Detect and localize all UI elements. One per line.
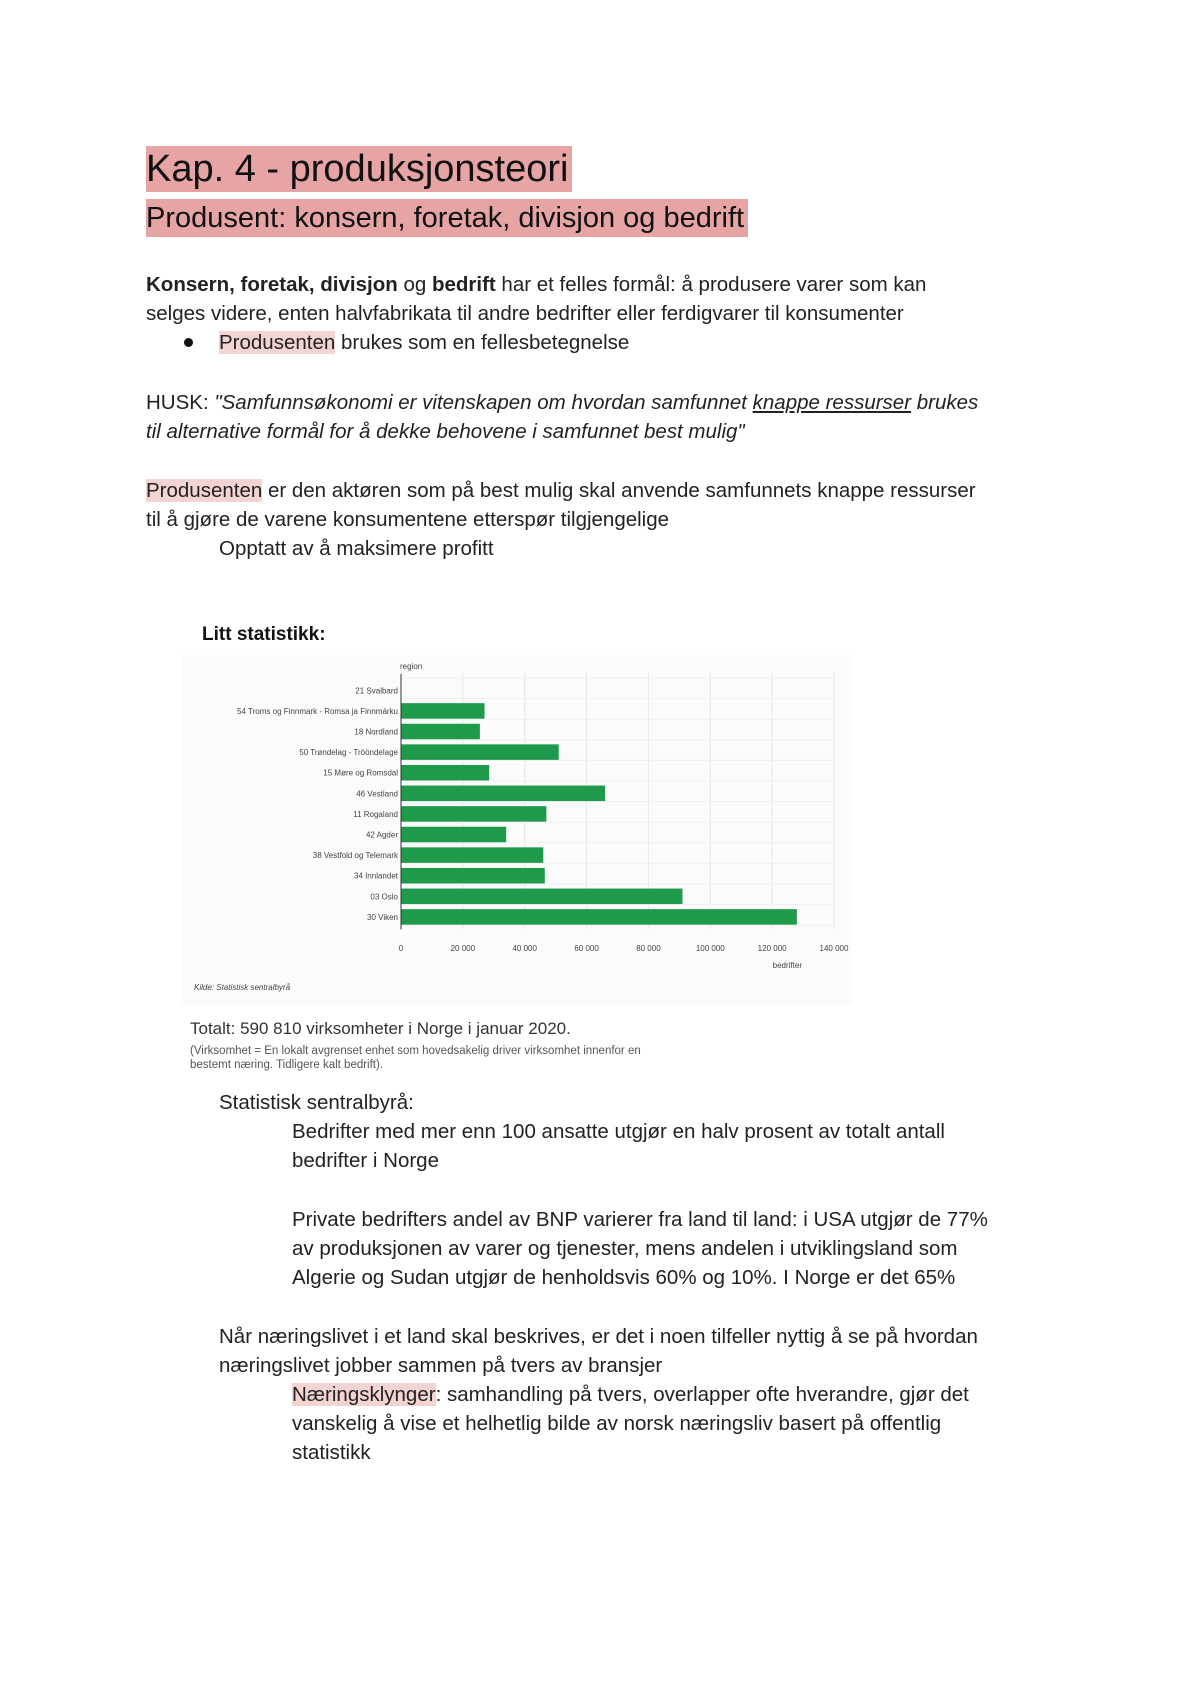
chart-category-label: 03 Oslo — [370, 892, 398, 902]
chart-bar — [401, 786, 605, 802]
chart-x-tick-label: 20 000 — [450, 944, 476, 954]
husk-quote-underline: knappe ressurser — [752, 391, 912, 414]
intro-text-1: og — [397, 273, 432, 296]
highlight-produsenten-2: Produsenten — [146, 479, 263, 502]
husk-line-2 — [146, 417, 745, 446]
intro-bold-1: Konsern, foretak, divisjon — [146, 273, 398, 296]
chart-bar — [401, 909, 797, 925]
bullet-text: brukes som en fellesbetegnelse — [335, 331, 630, 354]
chart-bar — [401, 827, 506, 843]
chart-bar — [401, 744, 559, 760]
husk-quote-b: brukes — [911, 391, 979, 414]
chart-bar — [401, 889, 682, 905]
note-line-2: bestemt næring. Tidligere kalt bedrift). — [190, 1059, 384, 1071]
chart-x-tick-label: 140 000 — [819, 944, 849, 954]
bullet-item — [219, 328, 629, 357]
section-heading: Produsent: konsern, foretak, divisjon og bedrift — [146, 199, 748, 237]
chart-source: Kilde: Statistisk sentralbyrå — [194, 983, 291, 992]
produsenten-text: er den aktøren som på best mulig skal anvende samfunnets knappe ressurser — [262, 479, 976, 502]
naering-line-4: vanskelig å vise et helhetlig bilde av norsk næringsliv basert på offentlig — [292, 1412, 942, 1435]
chart-x-tick-label: 60 000 — [574, 944, 599, 954]
chart-category-label: 30 Viken — [367, 912, 398, 922]
chart-x-tick-label: 80 000 — [636, 944, 661, 954]
chart-category-label: 38 Vestfold og Telemark — [312, 851, 398, 861]
ssb-p1-line-2: bedrifter i Norge — [292, 1149, 439, 1172]
chart-bar — [401, 868, 545, 884]
ssb-label: Statistisk sentralbyrå: — [219, 1091, 414, 1114]
naering-line-3 — [292, 1380, 969, 1409]
intro-bold-2: bedrift — [431, 273, 496, 296]
husk-quote-line-2: til alternative formål for å dekke behovene i samfunnet best mulig" — [146, 420, 745, 443]
chart-bar — [401, 703, 485, 719]
husk-line-1 — [146, 388, 978, 417]
produsenten-line-3: Opptatt av å maksimere profitt — [219, 537, 494, 560]
bullet-dot — [184, 338, 193, 347]
chart-category-label: 42 Agder — [365, 830, 398, 840]
chart-category-label: 21 Svalbard — [355, 686, 398, 696]
naering-line-1: Når næringslivet i et land skal beskrives, er det i noen tilfeller nyttig å se på hvordan — [219, 1325, 978, 1348]
chart-bar — [401, 806, 546, 822]
note-line-1: (Virksomhet = En lokalt avgrenset enhet som hovedsakelig driver virksomhet innenfor en — [190, 1045, 641, 1057]
husk-quote-a: "Samfunnsøkonomi er vitenskapen om hvordan samfunnet — [214, 391, 753, 414]
chart-x-tick-label: 40 000 — [512, 944, 537, 954]
chart-category-label: 18 Nordland — [354, 727, 398, 737]
intro-line-2: selges videre, enten halvfabrikata til andre bedrifter eller ferdigvarer til konsumenter — [146, 302, 904, 325]
husk-label: HUSK: — [146, 391, 215, 414]
chart-bar — [401, 765, 489, 781]
naering-text: : samhandling på tvers, overlapper ofte hverandre, gjør det — [435, 1383, 969, 1406]
highlight-produsenten: Produsenten — [219, 331, 336, 354]
chart-x-axis-label: bedrifter — [772, 961, 802, 970]
intro-line-1 — [146, 270, 926, 299]
total-summary: Totalt: 590 810 virksomheter i Norge i januar 2020. — [190, 1019, 571, 1038]
chart-category-label: 50 Trøndelag - Trööndelage — [299, 748, 398, 758]
chart-category-label: 15 Møre og Romsdal — [323, 768, 398, 778]
ssb-p2-line-3: Algerie og Sudan utgjør de henholdsvis 60% og 10%. I Norge er det 65% — [292, 1266, 956, 1289]
chart-title: Litt statistikk: — [202, 624, 326, 645]
produsenten-line-2: til å gjøre de varene konsumentene etterspør tilgjengelige — [146, 508, 670, 531]
chart-bar — [401, 847, 543, 863]
ssb-p2-line-2: av produksjonen av varer og tjenester, mens andelen i utviklingsland som — [292, 1237, 958, 1260]
bar-chart — [182, 655, 852, 1005]
chart-y-axis-label: region — [400, 662, 423, 671]
page-title: Kap. 4 - produksjonsteori — [146, 146, 572, 192]
chart-x-tick-label: 100 000 — [695, 944, 725, 954]
chart-category-label: 46 Vestland — [356, 789, 398, 799]
chart-category-label: 11 Rogaland — [353, 809, 398, 819]
chart-x-tick-label: 120 000 — [757, 944, 787, 954]
chart-bar — [401, 724, 480, 740]
chart-category-label: 34 Innlandet — [353, 871, 398, 881]
naering-line-2: næringslivet jobber sammen på tvers av bransjer — [219, 1354, 663, 1377]
naering-line-5: statistikk — [292, 1441, 371, 1464]
bar-chart-svg — [182, 655, 852, 1005]
chart-x-tick-label: 0 — [398, 944, 404, 954]
produsenten-line-1 — [146, 476, 976, 505]
ssb-p2-line-1: Private bedrifters andel av BNP varierer fra land til land: i USA utgjør de 77% — [292, 1208, 988, 1231]
intro-text-2: har et felles formål: å produsere varer som kan — [495, 273, 927, 296]
chart-category-label: 54 Troms og Finnmark - Romsa ja Finnmárku — [237, 706, 398, 716]
highlight-naeringsklynger: Næringsklynger — [292, 1383, 436, 1406]
ssb-p1-line-1: Bedrifter med mer enn 100 ansatte utgjør en halv prosent av totalt antall — [292, 1120, 945, 1143]
